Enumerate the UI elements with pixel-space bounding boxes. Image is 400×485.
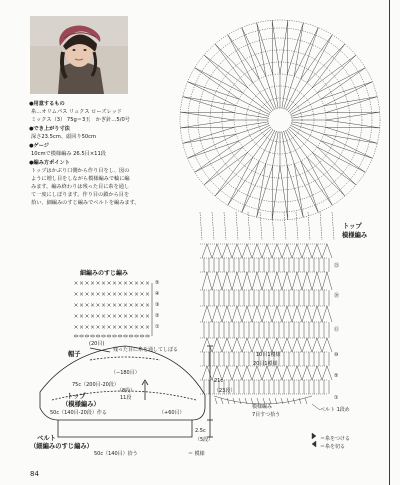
points-line1: トップはかぶり口側から作り目をし、図の: [31, 168, 130, 174]
chart-belt-start: ベルト 1段め: [320, 407, 350, 413]
hat-top-rows: (20目): [89, 341, 105, 347]
chart-top-pattern: 模様編み: [342, 232, 368, 239]
chart-top-label: トップ: [343, 223, 362, 230]
hat-top-pattern: （模様編み）: [62, 401, 100, 408]
row-mark-1: ①: [334, 395, 339, 401]
chart-repeat1: 10目1模様: [256, 352, 281, 358]
row-mark-10: ⑩: [334, 352, 339, 358]
hat-increase: （+60目）: [159, 410, 185, 416]
legend-attach: ＝糸をつける: [320, 436, 351, 442]
materials-line2: ミックス（3） 75g＝3玉 かぎ針…5/0号: [31, 117, 130, 123]
hat-top-label: トップ: [67, 393, 86, 400]
belt-label: ベルト: [37, 435, 56, 442]
hat-height: 21c: [214, 378, 224, 384]
points-line5: 拾い、細編みのすじ編みでベルトを編みます。: [31, 200, 140, 206]
hat-height-rows: （23段）: [214, 388, 236, 394]
hat-title: 帽子: [68, 351, 81, 358]
sujiami-row5: ⑤: [155, 280, 160, 286]
materials-line1: 糸…オリムパス リュクス ローズレッド: [31, 109, 122, 115]
points-line4: て一度にしぼります。作り目の鎖から目を: [31, 192, 130, 198]
hat-mid-width: 75c（200目-20段）: [72, 382, 119, 388]
hat-side-count: （8段）: [117, 388, 136, 394]
row-mark-15: ⑮: [334, 327, 340, 333]
chart-repeat2: 20目1模様: [253, 361, 278, 367]
row-mark-23: ㉓: [334, 263, 340, 269]
row-mark-5: ⑤: [334, 373, 339, 379]
hat-bottom: 50c（140目）拾う: [94, 451, 138, 457]
sujiami-row2: ②: [155, 313, 160, 319]
legend-pattern: ＝ 模様: [188, 451, 205, 457]
gauge-line1: 10cmで模様編み 26.5目×11段: [31, 151, 106, 157]
finished-line1: 深さ23.5cm、頭回り50cm: [31, 134, 97, 140]
points-line2: ように増し目をしながら模様編みで輪に編: [31, 176, 130, 182]
sujiami-row1: ①: [155, 324, 160, 330]
hat-belt-rows: （5段）: [195, 437, 214, 443]
chart-pick: 7目すつ拾う: [252, 412, 281, 418]
points-line3: みます。編み終わりは残った目に糸を通し: [31, 184, 130, 190]
row-mark-20: ⑳: [334, 293, 340, 299]
hat-belt-height: 2.5c: [195, 428, 206, 434]
page-number: 84: [30, 470, 39, 478]
finished-heading: ●でき上がり寸法: [29, 126, 70, 132]
hat-side-count2: 11段: [120, 395, 132, 401]
materials-heading: ●用意するもの: [29, 101, 65, 107]
gauge-heading: ●ゲージ: [29, 143, 49, 149]
chart-pattern-label: 模様編み: [252, 404, 273, 410]
hat-decrease: （−180目）: [111, 370, 140, 376]
hat-top-note: 残った目に糸を通してしぼる: [113, 347, 179, 353]
hat-cast-on: 50c（140目-20段）作る: [50, 410, 107, 416]
sujiami-row4: ④: [155, 291, 160, 297]
points-heading: ●編み方ポイント: [29, 160, 70, 166]
sujiami-row3: ③: [155, 302, 160, 308]
legend-cut: ＝糸を切る: [320, 444, 346, 450]
belt-pattern: （細編みのすじ編み）: [30, 443, 93, 450]
sujiami-title: 細編みのすじ編み: [80, 270, 129, 277]
